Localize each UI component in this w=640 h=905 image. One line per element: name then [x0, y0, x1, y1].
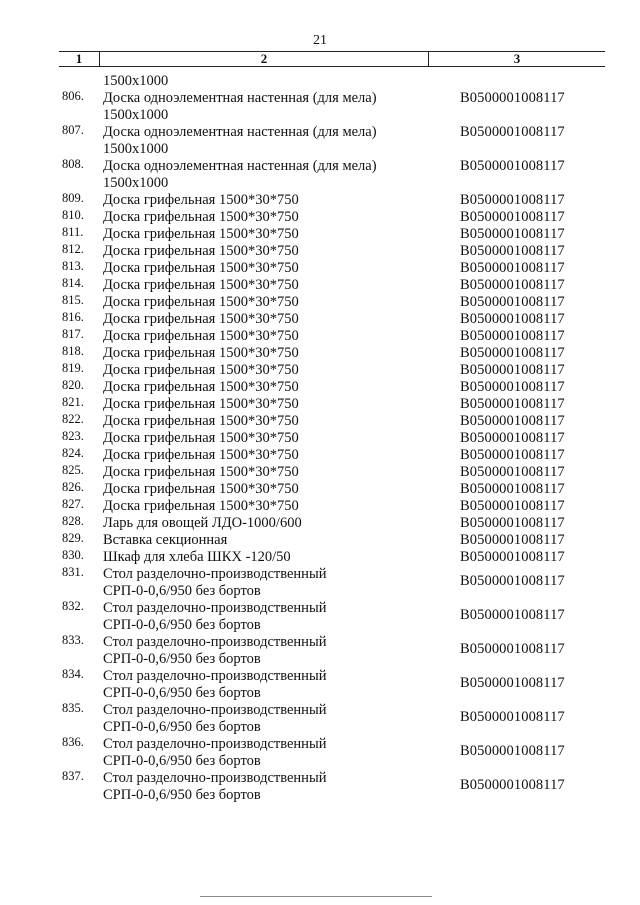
table-body	[0, 90, 640, 804]
row-number: 834.	[62, 667, 84, 681]
table-row	[0, 294, 640, 311]
row-code: B0500001008117	[460, 192, 565, 208]
row-description	[103, 260, 443, 277]
row-number: 825.	[62, 463, 84, 477]
row-number: 818.	[62, 344, 84, 358]
row-number: 811.	[62, 225, 84, 239]
row-number: 823.	[62, 429, 84, 443]
row-description	[103, 311, 443, 328]
description-line-2: СРП-0-0,6/950 без бортов	[103, 719, 261, 735]
row-description	[103, 634, 443, 668]
row-code: B0500001008117	[460, 430, 565, 446]
description-line-2: СРП-0-0,6/950 без бортов	[103, 583, 261, 599]
row-number: 831.	[62, 565, 84, 579]
row-number: 836.	[62, 735, 84, 749]
row-number: 828.	[62, 514, 84, 528]
description-line-1: Доска одноэлементная настенная (для мела)	[103, 90, 377, 106]
row-code: B0500001008117	[460, 294, 565, 310]
description-line-1: Доска грифельная 1500*30*750	[103, 430, 299, 446]
description-line-2: СРП-0-0,6/950 без бортов	[103, 787, 261, 803]
table-row	[0, 277, 640, 294]
description-line-1: Доска одноэлементная настенная (для мела)	[103, 124, 377, 140]
row-number: 810.	[62, 208, 84, 222]
row-number: 808.	[62, 157, 84, 171]
table-row	[0, 209, 640, 226]
row-code: B0500001008117	[460, 743, 565, 759]
row-code: B0500001008117	[460, 260, 565, 276]
description-line-1: Стол разделочно-производственный	[103, 600, 327, 616]
row-code: B0500001008117	[460, 498, 565, 514]
description-line-1: Доска грифельная 1500*30*750	[103, 362, 299, 378]
row-code: B0500001008117	[460, 464, 565, 480]
description-line-1: Доска грифельная 1500*30*750	[103, 345, 299, 361]
row-code: B0500001008117	[460, 243, 565, 259]
table-row	[0, 770, 640, 804]
description-line-1: Доска грифельная 1500*30*750	[103, 226, 299, 242]
row-number: 814.	[62, 276, 84, 290]
description-line-1: Доска грифельная 1500*30*750	[103, 277, 299, 293]
description-line-2: СРП-0-0,6/950 без бортов	[103, 617, 261, 633]
table-row	[0, 124, 640, 158]
description-line-1: Доска грифельная 1500*30*750	[103, 396, 299, 412]
row-code: B0500001008117	[460, 158, 565, 174]
row-description	[103, 464, 443, 481]
description-line-1: Доска грифельная 1500*30*750	[103, 481, 299, 497]
table-row	[0, 226, 640, 243]
row-description	[103, 736, 443, 770]
row-description	[103, 702, 443, 736]
table-row	[0, 328, 640, 345]
row-code: B0500001008117	[460, 481, 565, 497]
description-line-1: Стол разделочно-производственный	[103, 702, 327, 718]
row-code: B0500001008117	[460, 777, 565, 793]
row-number: 832.	[62, 599, 84, 613]
row-code: B0500001008117	[460, 607, 565, 623]
row-code: B0500001008117	[460, 573, 565, 589]
table-row	[0, 668, 640, 702]
table-row	[0, 447, 640, 464]
description-line-1: Доска грифельная 1500*30*750	[103, 464, 299, 480]
row-number: 822.	[62, 412, 84, 426]
table-row	[0, 464, 640, 481]
description-line-1: Доска грифельная 1500*30*750	[103, 311, 299, 327]
description-line-1: Доска грифельная 1500*30*750	[103, 379, 299, 395]
description-line-1: Доска грифельная 1500*30*750	[103, 260, 299, 276]
table-row	[0, 243, 640, 260]
row-description	[103, 600, 443, 634]
row-code: B0500001008117	[460, 311, 565, 327]
table-row	[0, 396, 640, 413]
row-number: 837.	[62, 769, 84, 783]
row-description	[103, 770, 443, 804]
row-code: B0500001008117	[460, 675, 565, 691]
row-number: 816.	[62, 310, 84, 324]
row-description	[103, 328, 443, 345]
table-row	[0, 379, 640, 396]
page-number: 21	[313, 33, 327, 48]
table-row	[0, 481, 640, 498]
table-row	[0, 549, 640, 566]
row-code: B0500001008117	[460, 379, 565, 395]
table-row	[0, 515, 640, 532]
table-row	[0, 498, 640, 515]
row-number: 827.	[62, 497, 84, 511]
row-code: B0500001008117	[460, 549, 565, 565]
description-line-1: Стол разделочно-производственный	[103, 668, 327, 684]
description-line-1: Стол разделочно-производственный	[103, 770, 327, 786]
row-code: B0500001008117	[460, 226, 565, 242]
row-number: 817.	[62, 327, 84, 341]
row-code: B0500001008117	[460, 447, 565, 463]
description-line-1: Доска грифельная 1500*30*750	[103, 209, 299, 225]
description-line-1: Стол разделочно-производственный	[103, 634, 327, 650]
description-line-1: Доска грифельная 1500*30*750	[103, 447, 299, 463]
table-row	[0, 532, 640, 549]
header-col-2: 2	[100, 52, 429, 66]
row-number: 806.	[62, 89, 84, 103]
row-number: 833.	[62, 633, 84, 647]
row-description	[103, 362, 443, 379]
description-line-1: Доска грифельная 1500*30*750	[103, 243, 299, 259]
row-number: 821.	[62, 395, 84, 409]
description-line-1: Доска грифельная 1500*30*750	[103, 294, 299, 310]
table-row	[0, 158, 640, 192]
row-description	[103, 515, 443, 532]
description-line-2: 1500x1000	[103, 175, 169, 191]
table-row	[0, 736, 640, 770]
row-code: B0500001008117	[460, 413, 565, 429]
description-line-1: Доска одноэлементная настенная (для мела)	[103, 158, 377, 174]
description-line-1: Доска грифельная 1500*30*750	[103, 498, 299, 514]
row-number: 824.	[62, 446, 84, 460]
header-col-3: 3	[513, 51, 521, 66]
row-description	[103, 277, 443, 294]
row-code: B0500001008117	[460, 90, 565, 106]
row-description	[103, 396, 443, 413]
row-code: B0500001008117	[460, 209, 565, 225]
row-description	[103, 532, 443, 549]
table-row	[0, 702, 640, 736]
description-line-2: СРП-0-0,6/950 без бортов	[103, 753, 261, 769]
row-number: 820.	[62, 378, 84, 392]
table-row	[0, 600, 640, 634]
continuation-text: 1500x1000	[103, 73, 169, 89]
row-code: B0500001008117	[460, 277, 565, 293]
row-description	[103, 668, 443, 702]
row-description	[103, 447, 443, 464]
description-line-1: Доска грифельная 1500*30*750	[103, 413, 299, 429]
row-code: B0500001008117	[460, 345, 565, 361]
row-code: B0500001008117	[460, 396, 565, 412]
row-description	[103, 124, 443, 158]
table-row	[0, 90, 640, 124]
row-number: 809.	[62, 191, 84, 205]
description-line-1: Доска грифельная 1500*30*750	[103, 192, 299, 208]
row-code: B0500001008117	[460, 709, 565, 725]
table-row	[0, 634, 640, 668]
row-description	[103, 226, 443, 243]
row-description	[103, 413, 443, 430]
row-code: B0500001008117	[460, 515, 565, 531]
table-row	[0, 311, 640, 328]
description-line-2: 1500x1000	[103, 107, 169, 123]
table-header	[59, 51, 605, 67]
row-description	[103, 90, 443, 124]
header-col-1: 1	[59, 52, 100, 66]
row-number: 829.	[62, 531, 84, 545]
description-line-1: Стол разделочно-производственный	[103, 566, 327, 582]
table-row	[0, 413, 640, 430]
row-number: 807.	[62, 123, 84, 137]
row-description	[103, 243, 443, 260]
bottom-divider	[200, 896, 432, 897]
description-line-1: Доска грифельная 1500*30*750	[103, 328, 299, 344]
row-number: 813.	[62, 259, 84, 273]
row-description	[103, 549, 443, 566]
row-description	[103, 430, 443, 447]
description-line-2: 1500x1000	[103, 141, 169, 157]
table-row	[0, 566, 640, 600]
row-description	[103, 158, 443, 192]
description-line-2: СРП-0-0,6/950 без бортов	[103, 685, 261, 701]
row-code: B0500001008117	[460, 532, 565, 548]
row-description	[103, 566, 443, 600]
row-description	[103, 345, 443, 362]
table-row	[0, 362, 640, 379]
row-code: B0500001008117	[460, 362, 565, 378]
row-description	[103, 209, 443, 226]
row-description	[103, 481, 443, 498]
row-code: B0500001008117	[460, 328, 565, 344]
row-description	[103, 192, 443, 209]
row-number: 826.	[62, 480, 84, 494]
table-row	[0, 430, 640, 447]
table-row	[0, 192, 640, 209]
row-number: 812.	[62, 242, 84, 256]
table-row	[0, 345, 640, 362]
row-code: B0500001008117	[460, 124, 565, 140]
row-number: 819.	[62, 361, 84, 375]
row-description	[103, 498, 443, 515]
description-line-1: Шкаф для хлеба ШКХ -120/50	[103, 549, 291, 565]
row-number: 830.	[62, 548, 84, 562]
row-code: B0500001008117	[460, 641, 565, 657]
row-description	[103, 294, 443, 311]
description-line-1: Стол разделочно-производственный	[103, 736, 327, 752]
row-description	[103, 379, 443, 396]
table-row	[0, 260, 640, 277]
description-line-1: Вставка секционная	[103, 532, 228, 548]
row-number: 835.	[62, 701, 84, 715]
description-line-2: СРП-0-0,6/950 без бортов	[103, 651, 261, 667]
row-number: 815.	[62, 293, 84, 307]
description-line-1: Ларь для овощей ЛДО-1000/600	[103, 515, 302, 531]
